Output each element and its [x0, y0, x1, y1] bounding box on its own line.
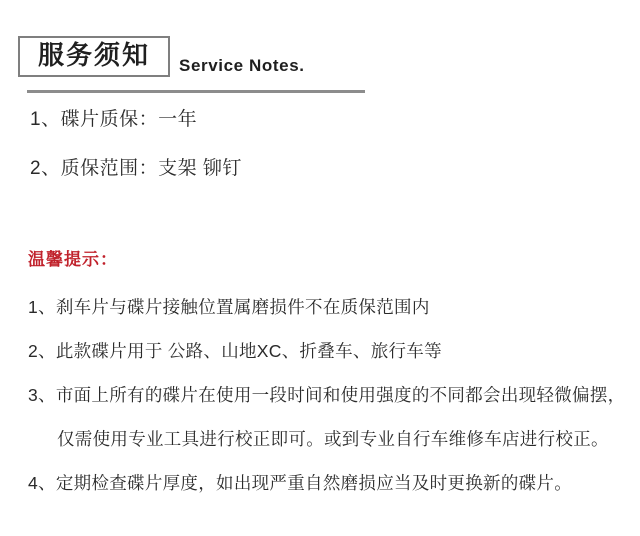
- warranty-list: [30, 108, 242, 206]
- warranty-item-duration: 1、碟片质保：一年: [30, 109, 198, 130]
- warranty-item-scope: 2、质保范围：支架 铆钉: [30, 158, 242, 179]
- tip-item-2: 2、此款碟片用于 公路、山地XC、折叠车、旅行车等: [28, 341, 442, 361]
- page-subtitle-en: Service Notes.: [179, 55, 305, 75]
- tips-section: [28, 249, 628, 494]
- header: [18, 36, 305, 77]
- tip-item-1: 1、刹车片与碟片接触位置属磨损件不在质保范围内: [28, 297, 430, 317]
- page-title: 服务须知: [18, 36, 170, 77]
- tip-item-3-line-2: 仅需使用专业工具进行校正即可。或到专业自行车维修车店进行校正。: [57, 429, 609, 449]
- tip-item-4: 4、定期检查碟片厚度，如出现严重自然磨损应当及时更换新的碟片。: [28, 473, 573, 493]
- header-divider: [27, 90, 365, 93]
- tip-item-3-line-1: 3、市面上所有的碟片在使用一段时间和使用强度的不同都会出现轻微偏摆，: [28, 385, 626, 405]
- tips-heading: 温馨提示：: [28, 250, 118, 269]
